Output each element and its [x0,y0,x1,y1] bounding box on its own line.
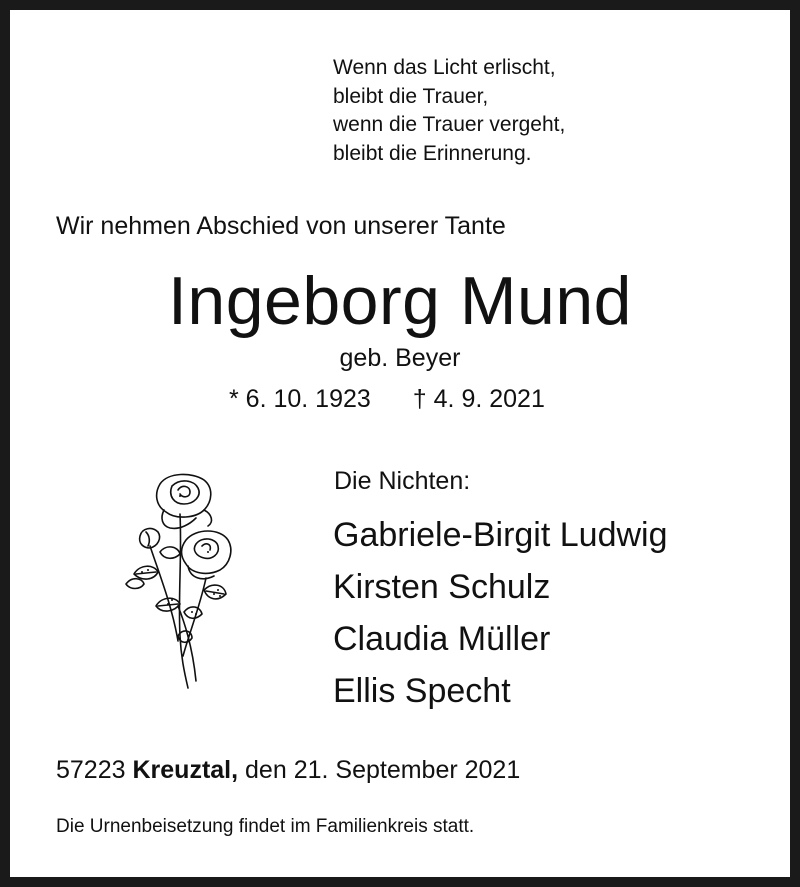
deceased-name: Ingeborg Mund [168,263,632,339]
mourner-name: Ellis Specht [333,672,511,710]
birth-date: * 6. 10. 1923 [229,385,371,413]
rose-illustration-icon [120,466,235,696]
mourner-name: Claudia Müller [333,620,551,658]
burial-note: Die Urnenbeisetzung findet im Familienkreis statt. [56,816,475,837]
life-dates [229,385,545,414]
poem-line: Wenn das Licht erlischt, [333,56,556,79]
notice-date: den 21. September 2021 [245,756,521,784]
postcode: 57223 [56,756,126,784]
poem-line: bleibt die Erinnerung. [333,141,532,165]
mourners-label: Die Nichten: [334,467,471,495]
poem-line: wenn die Trauer vergeht, [333,113,566,136]
poem-verse [333,54,565,168]
poem-line: bleibt die Trauer, [333,84,489,108]
maiden-name: geb. Beyer [339,344,461,372]
mourner-name: Kirsten Schulz [333,568,551,606]
city: Kreuztal, [132,756,239,784]
mourners-list [333,509,668,717]
mourner-name: Gabriele-Birgit Ludwig [333,516,668,554]
place-and-date [56,756,520,785]
death-date: † 4. 9. 2021 [412,385,545,413]
intro-text: Wir nehmen Abschied von unserer Tante [56,212,506,240]
